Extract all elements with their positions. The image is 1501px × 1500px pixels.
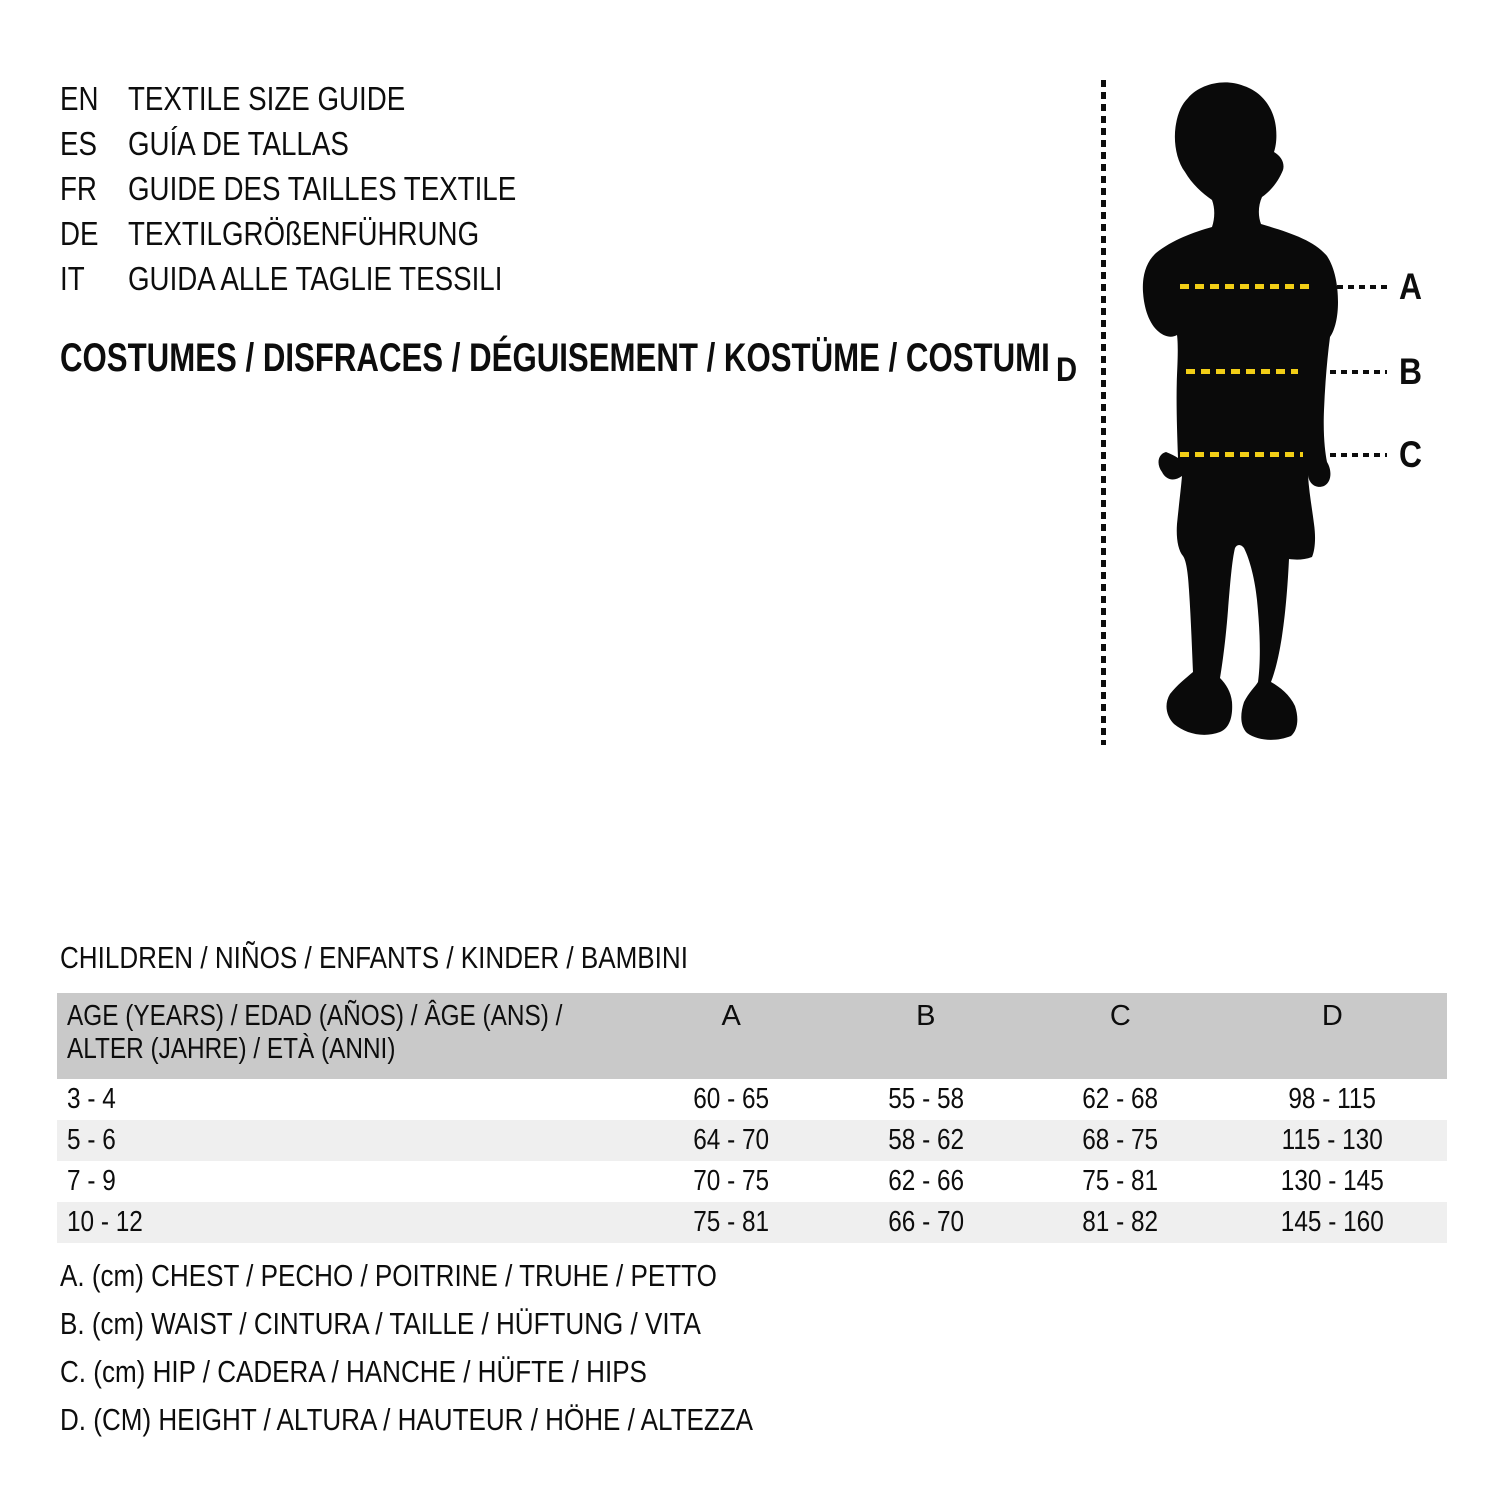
- table-row: [57, 1161, 1447, 1202]
- table-row: [57, 1079, 1447, 1120]
- chest-cell: 75 - 81: [693, 1206, 770, 1238]
- waist-cell: 58 - 62: [887, 1124, 964, 1156]
- section-title: [60, 940, 808, 976]
- hip-cell: 75 - 81: [1082, 1165, 1159, 1197]
- waist-measure-label: B: [1399, 351, 1422, 392]
- language-row-es: [60, 121, 590, 166]
- language-row-it: [60, 256, 590, 301]
- column-header-a: A: [634, 993, 829, 1079]
- language-code: IT: [60, 259, 85, 297]
- hip-measure-label: C: [1399, 434, 1422, 475]
- legend-line-hip: C. (cm) HIP / CADERA / HANCHE / HÜFTE / HIPS: [60, 1354, 647, 1389]
- age-header-line2: ALTER (JAHRE) / ETÀ (ANNI): [67, 1033, 396, 1065]
- category-title: COSTUMES / DISFRACES / DÉGUISEMENT / KOSTÜME / COSTUMI: [60, 336, 1050, 380]
- language-row-de: [60, 211, 590, 256]
- chest-measure-line: [1180, 284, 1313, 289]
- column-header-c: C: [1023, 993, 1218, 1079]
- language-list: [60, 76, 590, 301]
- age-header-line1: AGE (YEARS) / EDAD (AÑOS) / ÂGE (ANS) /: [67, 1000, 563, 1032]
- table-row: [57, 1120, 1447, 1161]
- hip-measure-line: [1180, 452, 1303, 457]
- measurement-legend: [60, 1252, 885, 1444]
- height-measure-dashed-line: [1101, 80, 1106, 745]
- column-header-d: D: [1218, 993, 1447, 1079]
- waist-leader-line: [1330, 370, 1387, 374]
- language-row-fr: [60, 166, 590, 211]
- child-silhouette: [1128, 80, 1378, 750]
- waist-cell: 55 - 58: [887, 1083, 964, 1115]
- waist-measure-line: [1186, 369, 1298, 374]
- hip-cell: 62 - 68: [1082, 1083, 1159, 1115]
- language-label: GUÍA DE TALLAS: [128, 124, 349, 162]
- legend-line-chest: A. (cm) CHEST / PECHO / POITRINE / TRUHE / PETTO: [60, 1258, 717, 1293]
- language-label: GUIDA ALLE TAGLIE TESSILI: [128, 259, 503, 297]
- waist-cell: 66 - 70: [887, 1206, 964, 1238]
- language-code: ES: [60, 124, 97, 162]
- legend-line-waist: B. (cm) WAIST / CINTURA / TAILLE / HÜFTUNG / VITA: [60, 1306, 701, 1341]
- age-cell: 3 - 4: [67, 1083, 116, 1115]
- height-cell: 130 - 145: [1280, 1165, 1384, 1197]
- language-code: DE: [60, 214, 99, 252]
- hip-cell: 81 - 82: [1082, 1206, 1159, 1238]
- height-cell: 115 - 130: [1281, 1124, 1383, 1156]
- language-code: FR: [60, 169, 97, 207]
- hip-cell: 68 - 75: [1082, 1124, 1159, 1156]
- chest-leader-line: [1337, 285, 1387, 289]
- height-cell: 145 - 160: [1280, 1206, 1384, 1238]
- age-cell: 7 - 9: [67, 1165, 116, 1197]
- chest-cell: 64 - 70: [693, 1124, 770, 1156]
- height-measure-label: D: [1056, 351, 1078, 389]
- age-cell: 10 - 12: [67, 1206, 143, 1238]
- chest-cell: 70 - 75: [693, 1165, 770, 1197]
- chest-cell: 60 - 65: [693, 1083, 770, 1115]
- table-header-row: [57, 993, 1447, 1079]
- column-header-b: B: [828, 993, 1023, 1079]
- language-label: GUIDE DES TAILLES TEXTILE: [128, 169, 517, 207]
- age-cell: 5 - 6: [67, 1124, 116, 1156]
- size-table: [57, 993, 1447, 1243]
- language-label: TEXTILE SIZE GUIDE: [128, 79, 406, 117]
- hip-leader-line: [1330, 453, 1387, 457]
- language-code: EN: [60, 79, 99, 117]
- language-row-en: [60, 76, 590, 121]
- language-label: TEXTILGRÖßENFÜHRUNG: [128, 214, 480, 252]
- legend-line-height: D. (CM) HEIGHT / ALTURA / HAUTEUR / HÖHE / ALTEZZA: [60, 1402, 754, 1437]
- chest-measure-label: A: [1399, 266, 1422, 307]
- height-cell: 98 - 115: [1288, 1083, 1377, 1115]
- table-row: [57, 1202, 1447, 1243]
- age-column-header: [57, 993, 634, 1079]
- section-title-text: CHILDREN / NIÑOS / ENFANTS / KINDER / BAMBINI: [60, 940, 688, 975]
- waist-cell: 62 - 66: [887, 1165, 964, 1197]
